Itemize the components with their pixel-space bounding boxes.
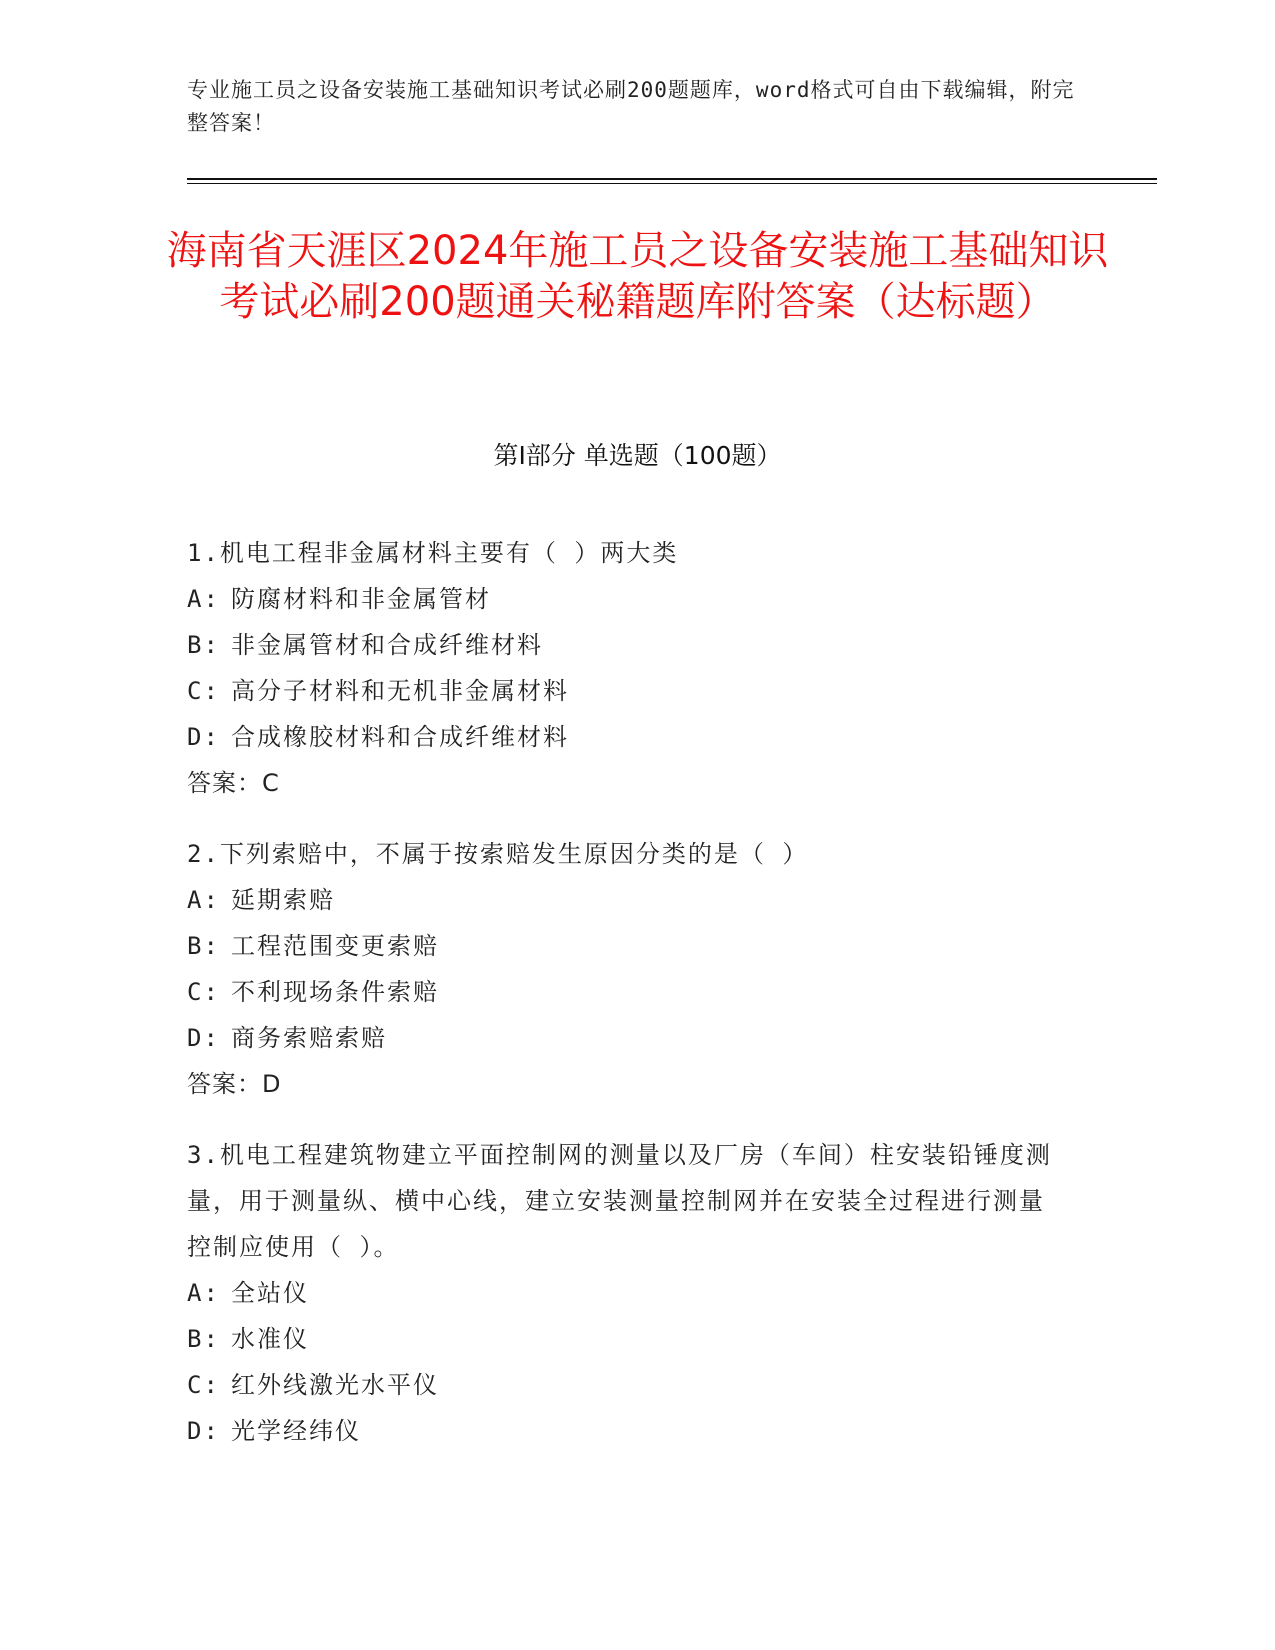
option-text: 光学经纬仪: [231, 1417, 361, 1445]
option-text: 延期索赔: [231, 886, 335, 914]
option-text: 合成橡胶材料和合成纤维材料: [231, 723, 569, 751]
option-letter: C:: [187, 1371, 220, 1399]
document-title: 海南省天涯区2024年施工员之设备安装施工基础知识考试必刷200题通关秘籍题库附答案（达标题）: [166, 228, 1109, 325]
option-letter: A:: [187, 886, 220, 914]
option-a: [187, 1270, 1067, 1316]
option-b: [187, 622, 1067, 668]
question-list: [187, 530, 1067, 1479]
header-note: 专业施工员之设备安装施工基础知识考试必刷200题题库，word格式可自由下载编辑，附完整答案！: [187, 78, 1075, 135]
header-rule-thick: [187, 178, 1157, 180]
question-stem: 2.下列索赔中，不属于按索赔发生原因分类的是（ ）: [187, 840, 809, 868]
option-d: [187, 714, 1067, 760]
option-text: 商务索赔索赔: [231, 1024, 387, 1052]
option-c: [187, 969, 1067, 1015]
section-title: 第Ⅰ部分 单选题（100题）: [493, 441, 782, 470]
option-letter: B:: [187, 631, 220, 659]
option-letter: A:: [187, 585, 220, 613]
option-letter: C:: [187, 677, 220, 705]
option-text: 红外线激光水平仪: [231, 1371, 439, 1399]
answer-line: 答案：D: [187, 1070, 282, 1098]
question-2: [187, 831, 1067, 1107]
option-b: [187, 1316, 1067, 1362]
option-a: [187, 576, 1067, 622]
header-rule-thin: [187, 183, 1157, 184]
option-text: 水准仪: [231, 1325, 309, 1353]
option-text: 不利现场条件索赔: [231, 978, 439, 1006]
option-c: [187, 1362, 1067, 1408]
option-letter: D:: [187, 1024, 220, 1052]
option-text: 防腐材料和非金属管材: [231, 585, 491, 613]
option-c: [187, 668, 1067, 714]
question-3: [187, 1132, 1067, 1454]
question-1: [187, 530, 1067, 806]
option-d: [187, 1408, 1067, 1454]
question-stem: 3.机电工程建筑物建立平面控制网的测量以及厂房（车间）柱安装铅锤度测量，用于测量纵、横中心线，建立安装测量控制网并在安装全过程进行测量控制应使用（ ）。: [187, 1141, 1052, 1261]
option-letter: D:: [187, 1417, 220, 1445]
option-letter: A:: [187, 1279, 220, 1307]
option-text: 非金属管材和合成纤维材料: [231, 631, 543, 659]
option-letter: D:: [187, 723, 220, 751]
question-stem: 1.机电工程非金属材料主要有（ ）两大类: [187, 539, 679, 567]
option-text: 全站仪: [231, 1279, 309, 1307]
option-letter: C:: [187, 978, 220, 1006]
option-a: [187, 877, 1067, 923]
option-text: 高分子材料和无机非金属材料: [231, 677, 569, 705]
option-letter: B:: [187, 932, 220, 960]
option-letter: B:: [187, 1325, 220, 1353]
option-text: 工程范围变更索赔: [231, 932, 439, 960]
option-b: [187, 923, 1067, 969]
answer-line: 答案：C: [187, 769, 280, 797]
option-d: [187, 1015, 1067, 1061]
